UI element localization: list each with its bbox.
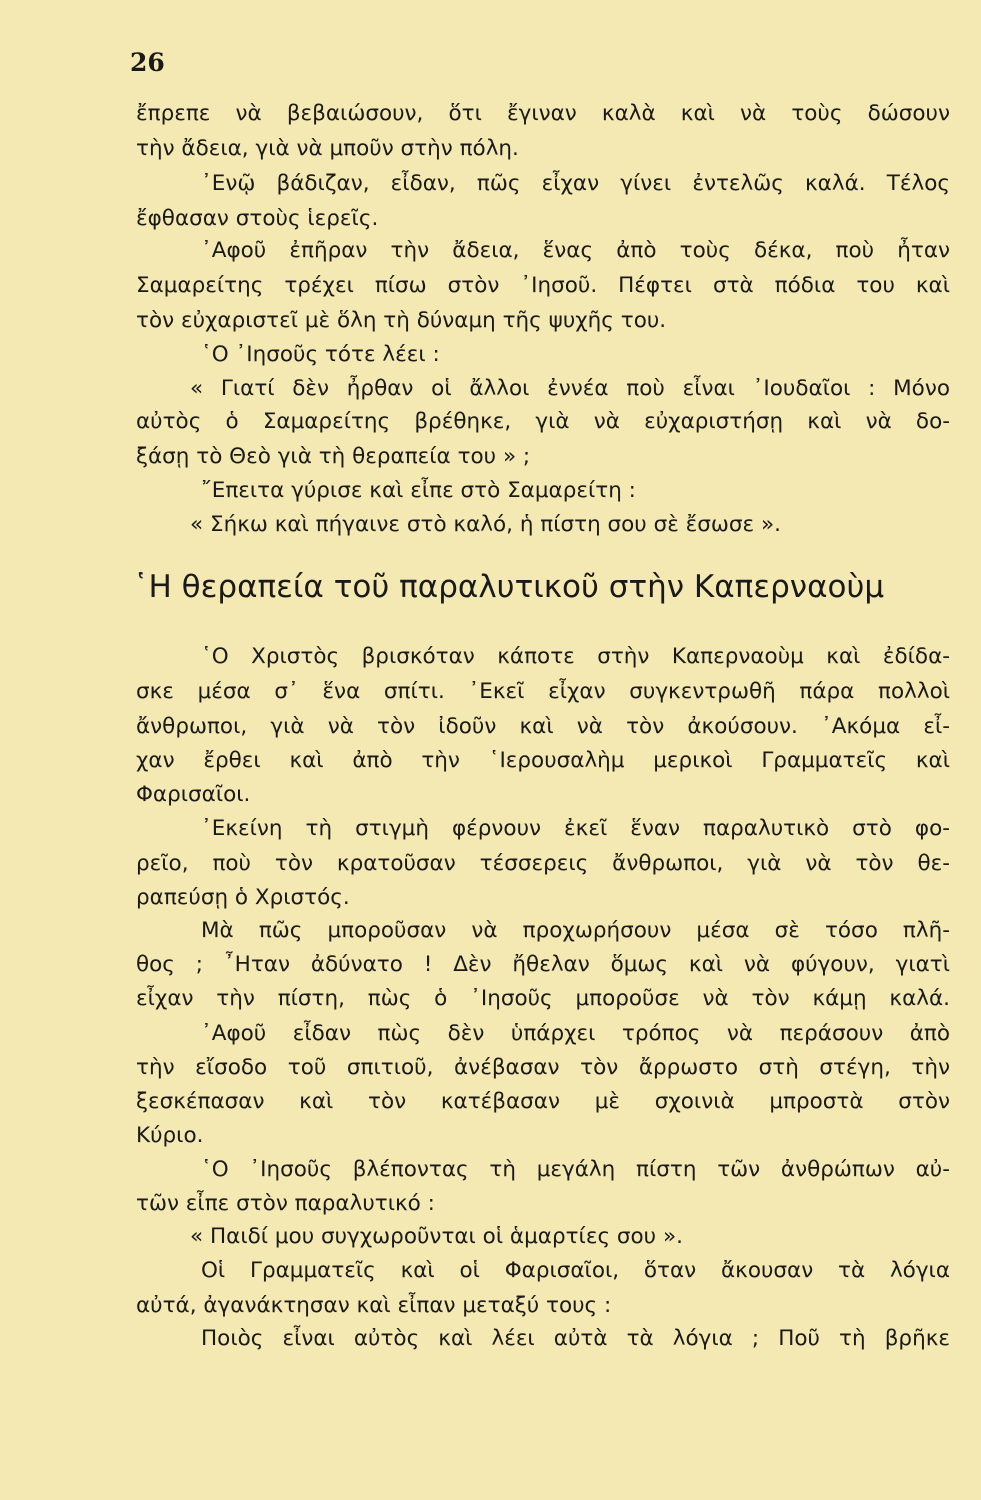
text-line: αὐτά, ἀγανάκτησαν καὶ εἶπαν μεταξύ τους :: [136, 1293, 612, 1318]
text-line: ᾿Ενῷ βάδιζαν, εἶδαν, πῶς εἶχαν γίνει ἐντελῶς καλά. Τέλος: [201, 171, 950, 196]
text-line: τὸν εὐχαριστεῖ μὲ ὅλη τὴ δύναμη τῆς ψυχῆς του.: [136, 308, 667, 333]
text-line: Φαρισαῖοι.: [136, 782, 251, 807]
text-line: « Σήκω καὶ πήγαινε στὸ καλό, ἡ πίστη σου σὲ ἔσωσε ».: [190, 512, 781, 537]
text-line: θος ; ῏Ηταν ἀδύνατο ! Δὲν ἤθελαν ὅμως καὶ νὰ φύγουν, γιατὶ: [136, 952, 950, 977]
text-line: ῾Ο ᾿Ιησοῦς βλέποντας τὴ μεγάλη πίστη τῶν ἀνθρώπων αὐ-: [201, 1157, 950, 1182]
text-line: χαν ἔρθει καὶ ἀπὸ τὴν ῾Ιερουσαλὴμ μερικοὶ Γραμματεῖς καὶ: [136, 748, 950, 773]
text-line: ἔφθασαν στοὺς ἱερεῖς.: [136, 206, 379, 231]
text-line: ῾Ο Χριστὸς βρισκόταν κάποτε στὴν Καπερναοὺμ καὶ ἐδίδα-: [201, 644, 950, 669]
text-line: ραπεύσῃ ὁ Χριστός.: [136, 885, 350, 910]
text-line: Μὰ πῶς μποροῦσαν νὰ προχωρήσουν μέσα σὲ τόσο πλῆ-: [201, 918, 950, 943]
text-line: ᾿Αφοῦ ἐπῆραν τὴν ἄδεια, ἕνας ἀπὸ τοὺς δέκα, ποὺ ἦταν: [201, 238, 950, 263]
page-number: 26: [130, 48, 165, 77]
text-line: ξεσκέπασαν καὶ τὸν κατέβασαν μὲ σχοινιὰ μπροστὰ στὸν: [136, 1089, 950, 1114]
text-line: ῾Ο ᾿Ιησοῦς τότε λέει :: [201, 342, 440, 367]
text-line: « Παιδί μου συγχωροῦνται οἱ ἁμαρτίες σου ».: [190, 1224, 683, 1249]
text-line: ξάσῃ τὸ Θεὸ γιὰ τὴ θεραπεία του » ;: [136, 444, 531, 469]
text-line: σκε μέσα σ᾿ ἕνα σπίτι. ᾿Εκεῖ εἶχαν συγκεντρωθῆ πάρα πολλοὶ: [136, 679, 950, 704]
text-line: τῶν εἶπε στὸν παραλυτικό :: [136, 1191, 435, 1216]
text-line: τὴν εἴσοδο τοῦ σπιτιοῦ, ἀνέβασαν τὸν ἄρρωστο στὴ στέγη, τὴν: [136, 1055, 950, 1080]
text-line: ᾿Αφοῦ εἶδαν πὼς δὲν ὑπάρχει τρόπος νὰ περάσουν ἀπὸ: [201, 1021, 950, 1046]
text-line: Οἱ Γραμματεῖς καὶ οἱ Φαρισαῖοι, ὅταν ἄκουσαν τὰ λόγια: [201, 1258, 950, 1283]
text-line: Ποιὸς εἶναι αὐτὸς καὶ λέει αὐτὰ τὰ λόγια ; Ποῦ τὴ βρῆκε: [201, 1326, 950, 1351]
section-heading: ῾Η θεραπεία τοῦ παραλυτικοῦ στὴν Καπερναοὺμ: [133, 569, 885, 605]
text-line: ρεῖο, ποὺ τὸν κρατοῦσαν τέσσερεις ἄνθρωποι, γιὰ νὰ τὸν θε-: [136, 851, 950, 876]
text-line: ᾿Εκείνη τὴ στιγμὴ φέρνουν ἐκεῖ ἕναν παραλυτικὸ στὸ φο-: [201, 816, 950, 841]
text-line: Κύριο.: [136, 1123, 204, 1148]
text-line: τὴν ἄδεια, γιὰ νὰ μποῦν στὴν πόλη.: [136, 136, 519, 161]
text-line: ῎Επειτα γύρισε καὶ εἶπε στὸ Σαμαρείτη :: [201, 478, 636, 503]
text-line: αὐτὸς ὁ Σαμαρείτης βρέθηκε, γιὰ νὰ εὐχαριστήσῃ καὶ νὰ δο-: [136, 409, 950, 434]
text-line: « Γιατί δὲν ἦρθαν οἱ ἄλλοι ἐννέα ποὺ εἶναι ᾿Ιουδαῖοι : Μόνο: [190, 376, 950, 401]
text-line: εἶχαν τὴν πίστη, πὼς ὁ ᾿Ιησοῦς μποροῦσε νὰ τὸν κάμῃ καλά.: [136, 986, 950, 1011]
text-line: ἔπρεπε νὰ βεβαιώσουν, ὅτι ἔγιναν καλὰ καὶ νὰ τοὺς δώσουν: [136, 101, 950, 126]
text-line: Σαμαρείτης τρέχει πίσω στὸν ᾿Ιησοῦ. Πέφτει στὰ πόδια του καὶ: [136, 273, 950, 298]
text-line: ἄνθρωποι, γιὰ νὰ τὸν ἰδοῦν καὶ νὰ τὸν ἀκούσουν. ᾿Ακόμα εἶ-: [136, 714, 950, 739]
